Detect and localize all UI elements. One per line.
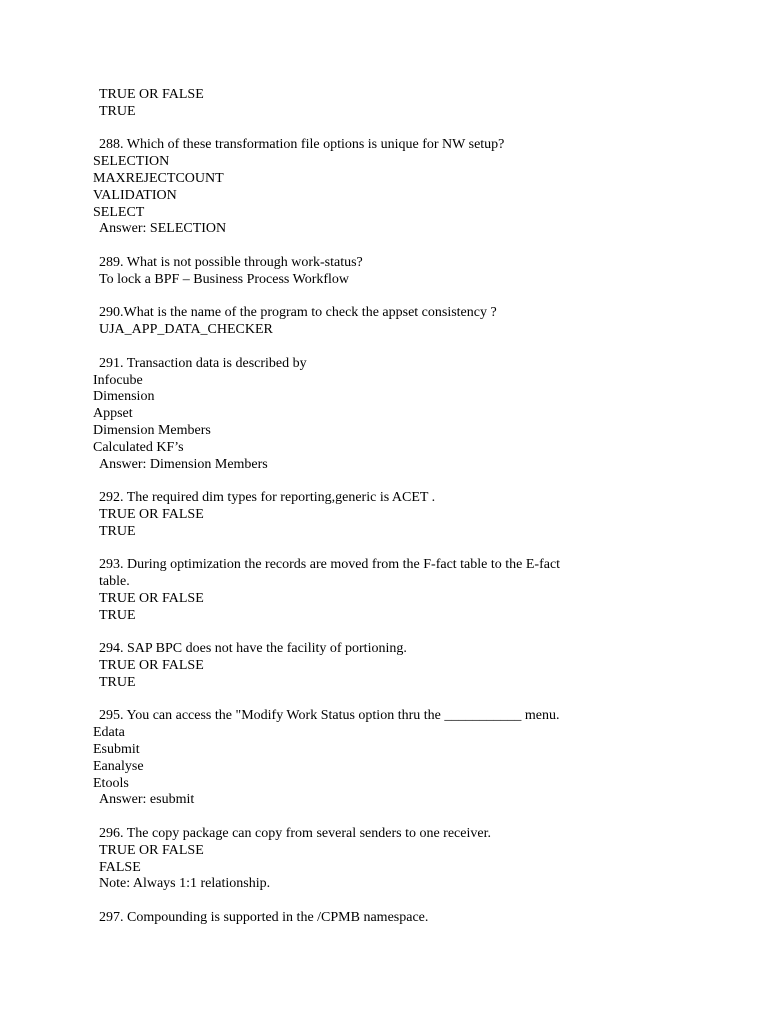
question-block [0, 490, 768, 540]
answer-text: Answer: SELECTION [99, 221, 227, 237]
note-text: Note: Always 1:1 relationship. [99, 876, 271, 892]
question-text: 290.What is the name of the program to check the appset consistency ? [99, 305, 497, 321]
question-block [0, 305, 768, 339]
option-text: MAXREJECTCOUNT [93, 170, 224, 186]
blank-line [0, 541, 768, 558]
options-text: TRUE OR FALSE [99, 87, 204, 102]
answer-text: TRUE [99, 103, 136, 119]
question-text: 294. SAP BPC does not have the facility of portioning. [99, 641, 407, 657]
blank-line [0, 809, 768, 826]
option-text: Esubmit [93, 742, 140, 758]
document-page [0, 87, 768, 927]
options-text: TRUE OR FALSE [99, 506, 204, 522]
answer-text: Answer: Dimension Members [99, 456, 268, 472]
option-text: Dimension [93, 389, 155, 405]
question-text: 295. You can access the "Modify Work Status option thru the ___________ menu. [99, 708, 560, 724]
answer-text: TRUE [99, 607, 136, 623]
answer-text: TRUE [99, 523, 136, 539]
blank-line [0, 238, 768, 255]
option-text: Edata [93, 725, 125, 741]
question-block [0, 356, 768, 474]
option-text: Etools [93, 775, 129, 791]
question-block [0, 910, 768, 927]
question-block [0, 87, 768, 121]
option-text: SELECTION [93, 154, 170, 170]
question-text: 296. The copy package can copy from several senders to one receiver. [99, 826, 491, 842]
question-text: 291. Transaction data is described by [99, 355, 307, 371]
question-block [0, 137, 768, 238]
question-text: 289. What is not possible through work-status? [99, 254, 363, 270]
blank-line [0, 473, 768, 490]
answer-text: FALSE [99, 859, 141, 875]
question-text: 288. Which of these transformation file options is unique for NW setup? [99, 137, 505, 153]
question-text: 292. The required dim types for reporting,generic is ACET . [99, 490, 436, 506]
option-text: Appset [93, 406, 133, 422]
blank-line [0, 339, 768, 356]
option-text: Eanalyse [93, 758, 144, 774]
question-block [0, 255, 768, 289]
question-block [0, 641, 768, 691]
question-text: table. [99, 574, 130, 590]
blank-line [0, 625, 768, 642]
question-block [0, 708, 768, 809]
answer-text: Answer: esubmit [99, 792, 195, 808]
option-text: Infocube [93, 372, 143, 388]
options-text: TRUE OR FALSE [99, 658, 204, 674]
answer-text: TRUE [99, 674, 136, 690]
answer-text: UJA_APP_DATA_CHECKER [99, 322, 273, 338]
options-text: TRUE OR FALSE [99, 590, 204, 606]
question-text: 297. Compounding is supported in the /CPMB namespace. [99, 910, 429, 926]
option-text: Dimension Members [93, 422, 211, 438]
option-text: VALIDATION [93, 187, 177, 203]
blank-line [0, 893, 768, 910]
blank-line [0, 121, 768, 138]
blank-line [0, 289, 768, 306]
answer-text: To lock a BPF – Business Process Workflow [99, 271, 350, 287]
question-block [0, 557, 768, 624]
option-text: SELECT [93, 204, 145, 220]
blank-line [0, 692, 768, 709]
options-text: TRUE OR FALSE [99, 842, 204, 858]
question-block [0, 826, 768, 893]
question-text: 293. During optimization the records are moved from the F-fact table to the E-fact [99, 557, 561, 573]
option-text: Calculated KF’s [93, 439, 184, 455]
